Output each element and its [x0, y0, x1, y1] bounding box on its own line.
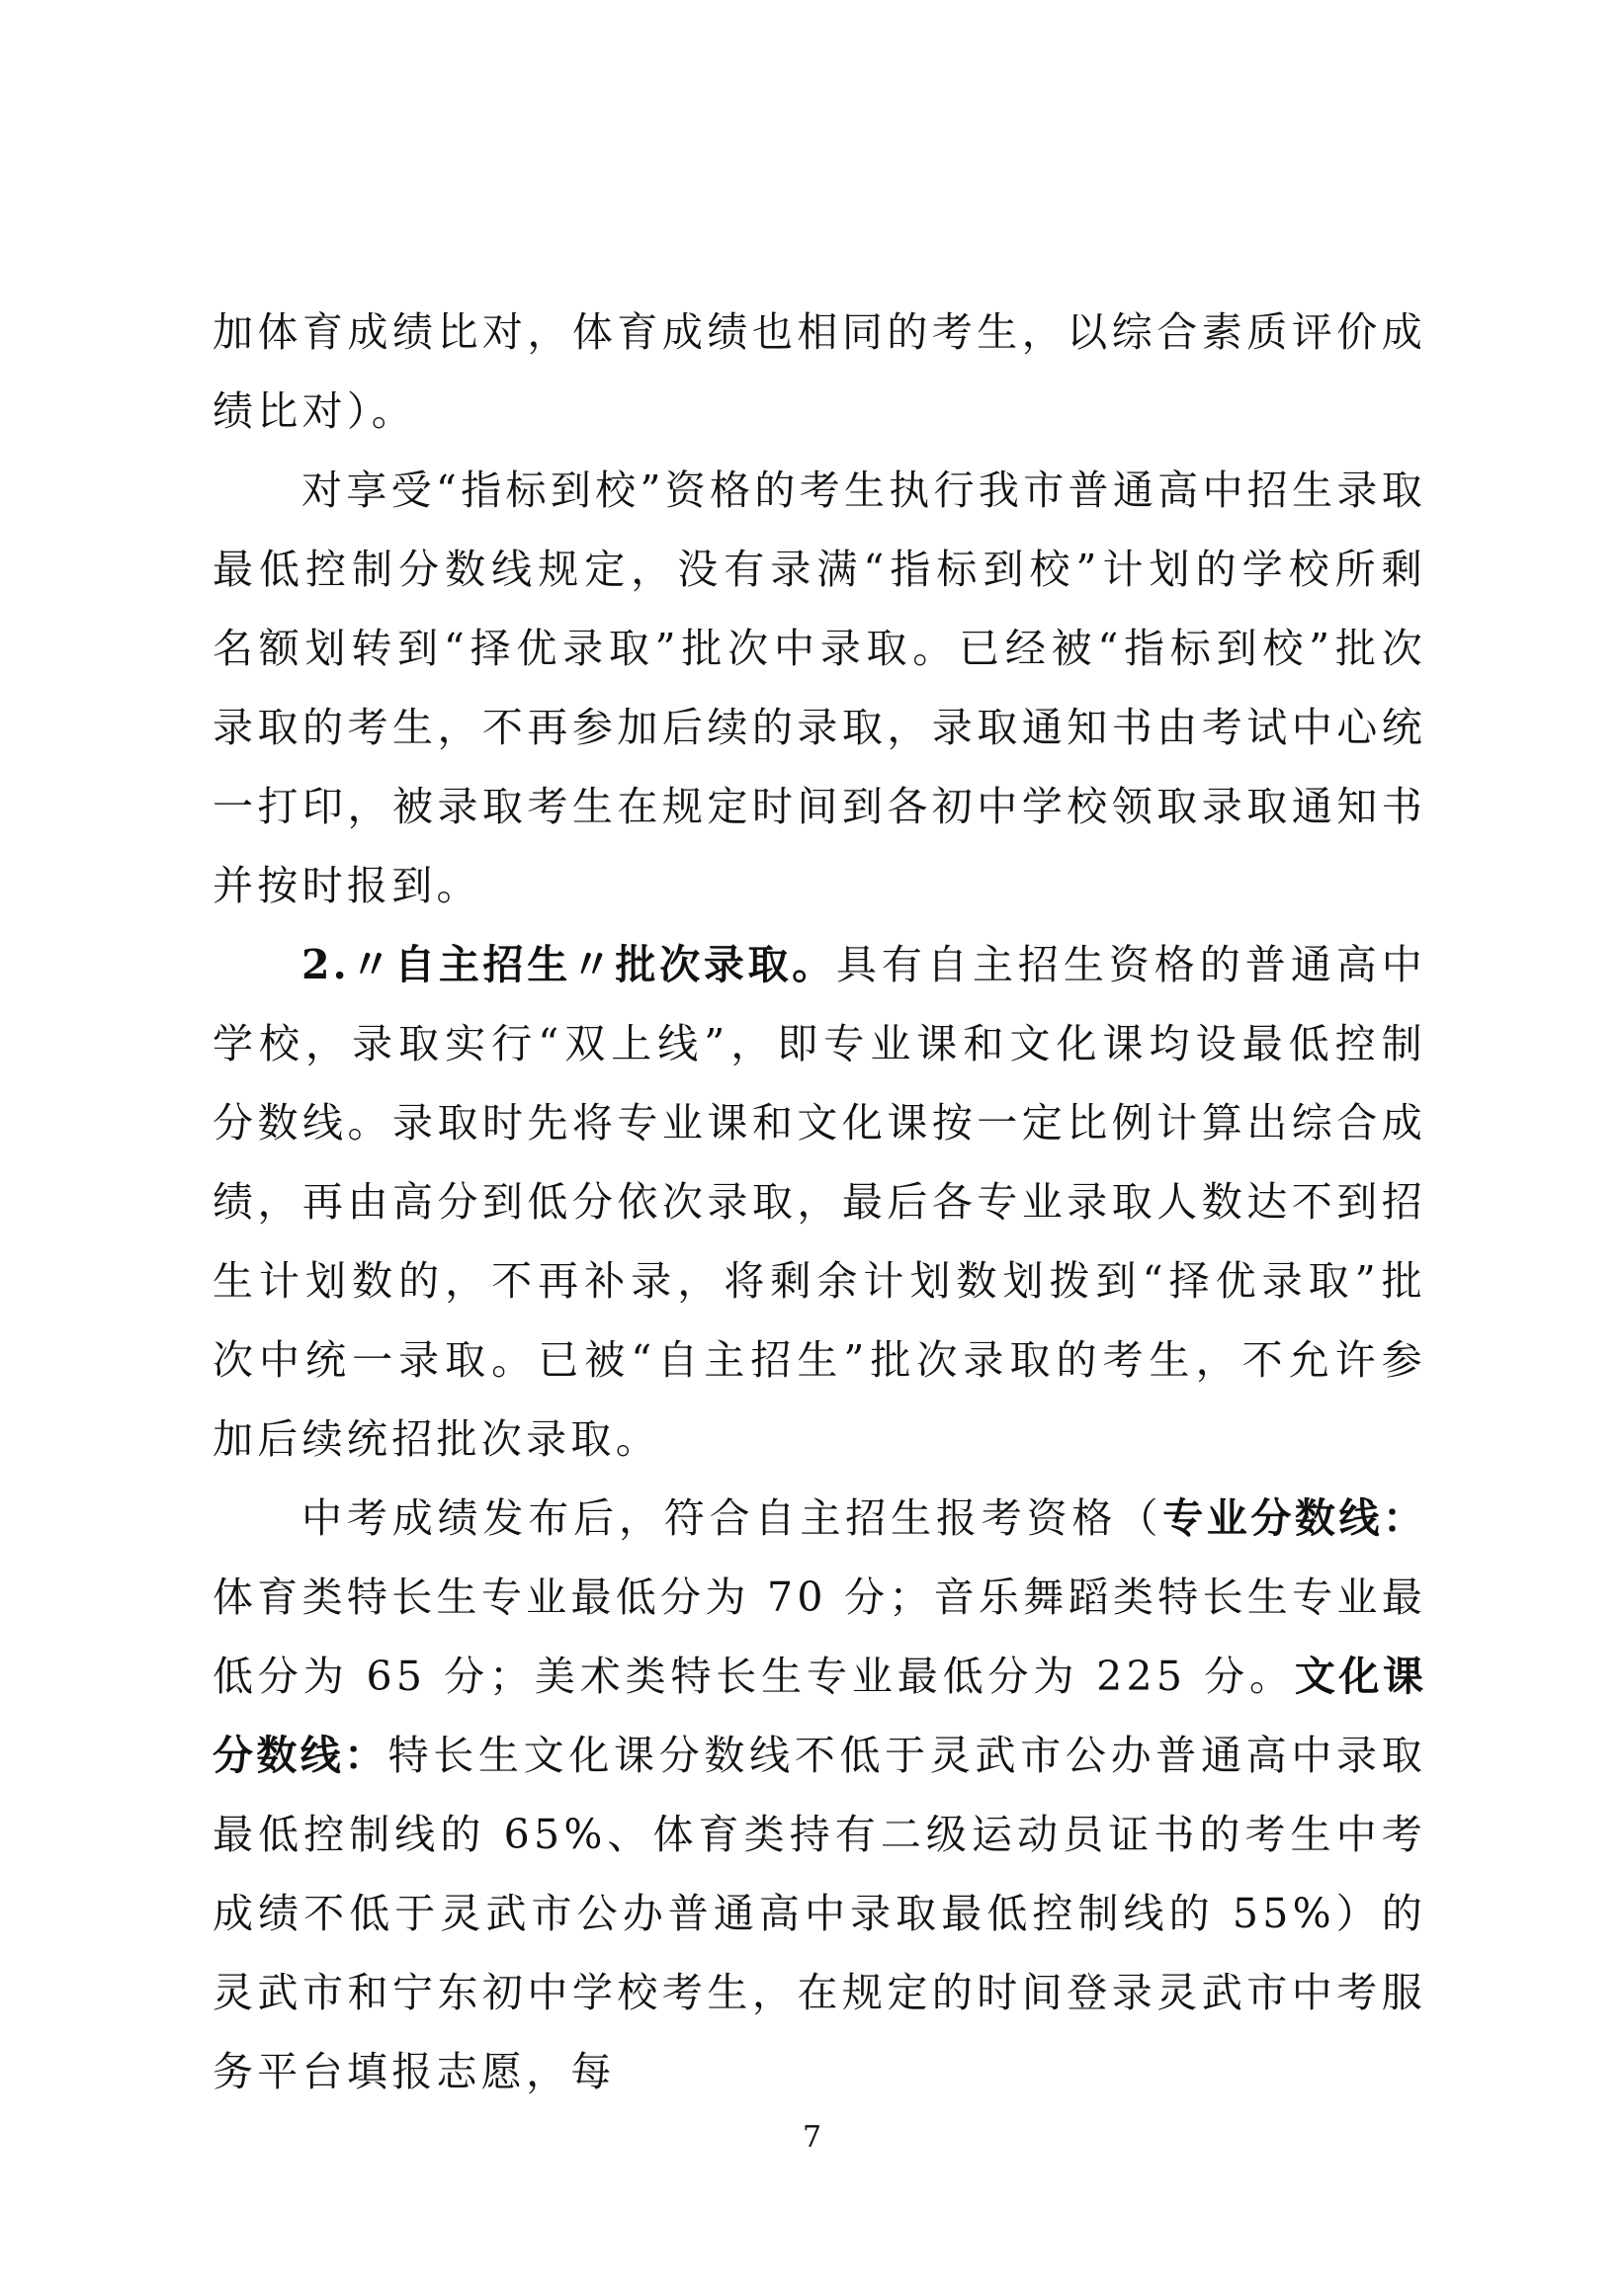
- paragraph-score-requirements: [213, 1479, 1426, 2111]
- paragraph-independent-enrollment: [213, 925, 1426, 1479]
- cultural-score-details: 特长生文化课分数线不低于灵武市公办普通高中录取最低控制线的 65%、体育类持有二级运动员证书的考生中考成绩不低于灵武市公办普通高中录取最低控制线的 55%）的灵武市和宁东初中学校考生，在规定的时间登录灵武市中考服务平台填报志愿，每: [213, 1732, 1427, 2095]
- paragraph-quota-to-school: 对享受“指标到校”资格的考生执行我市普通高中招生录取最低控制分数线规定，没有录满“指标到校”计划的学校所剩名额划转到“择优录取”批次中录取。已经被“指标到校”批次录取的考生，不再参加后续的录取，录取通知书由考试中心统一打印，被录取考生在规定时间到各初中学校领取录取通知书并按时报到。: [213, 467, 1426, 909]
- page-number: 7: [802, 2120, 822, 2155]
- paragraph-tiebreak-continuation: 加体育成绩比对，体育成绩也相同的考生，以综合素质评价成绩比对）。: [213, 308, 1426, 435]
- score-requirements-lead: 中考成绩发布后，符合自主招生报考资格（: [301, 1494, 1163, 1542]
- professional-score-details: 体育类特长生专业最低分为 70 分；音乐舞蹈类特长生专业最低分为 65 分；美术类特长生专业最低分为 225 分。: [213, 1573, 1426, 1700]
- section-heading-independent-enrollment: 2.〃自主招生〃批次录取。: [301, 941, 836, 988]
- document-body: [213, 293, 1426, 2111]
- section-body-independent-enrollment: 具有自主招生资格的普通高中学校，录取实行“双上线”，即专业课和文化课均设最低控制分数线。录取时先将专业课和文化课按一定比例计算出综合成绩，再由高分到低分依次录取，最后各专业录取人数达不到招生计划数的，不再补录，将剩余计划数划拨到“择优录取”批次中统一录取。已被“自主招生”批次录取的考生，不允许参加后续统招批次录取。: [213, 941, 1426, 1463]
- cultural-score-line-label: 文化课分数线：: [213, 1653, 1426, 1779]
- professional-score-line-label: 专业分数线：: [1162, 1494, 1427, 1542]
